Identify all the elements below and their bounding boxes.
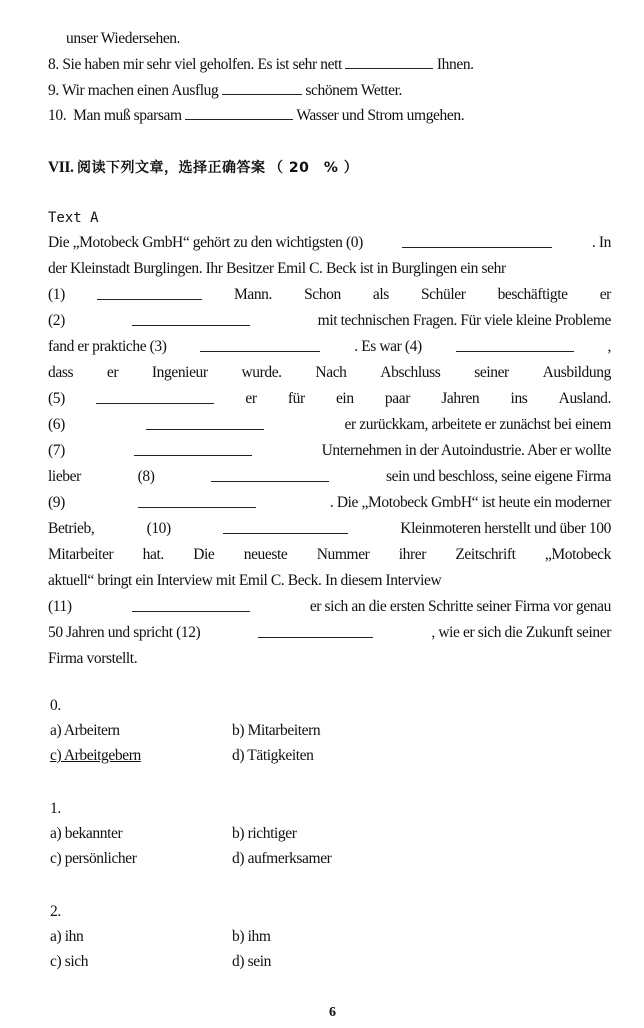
passage-text: lieber <box>48 468 81 485</box>
answer-option[interactable]: b) ihm <box>232 928 271 945</box>
answer-option[interactable]: d) sein <box>232 953 271 970</box>
passage-text: Schüler <box>420 286 466 303</box>
passage-line <box>48 494 611 512</box>
passage-text: Schon <box>304 286 341 303</box>
item-text-before: Sie haben mir sehr viel geholfen. Es ist sehr nett <box>62 56 342 73</box>
passage-text: der Kleinstadt Burglingen. Ihr Besitzer Emil C. Beck ist in Burglingen ein sehr <box>48 260 506 277</box>
answer-blank[interactable] <box>96 390 214 404</box>
passage-text: neueste <box>243 546 288 563</box>
item-text-after: Ihnen. <box>436 56 474 73</box>
passage-text: mit technischen Fragen. Für viele kleine Probleme <box>317 312 611 329</box>
passage-text: . Es war (4) <box>354 338 422 355</box>
passage-line <box>48 338 611 356</box>
passage-line <box>48 598 611 616</box>
passage-text: er <box>245 390 257 407</box>
passage-text: . In <box>591 234 611 251</box>
answer-blank[interactable] <box>97 286 202 300</box>
passage-text: dass <box>48 364 74 381</box>
passage-text: hat. <box>142 546 164 563</box>
passage-text: wurde. <box>241 364 282 381</box>
answer-option[interactable]: c) Arbeitgebern <box>50 747 141 764</box>
question-number: 0. <box>50 697 61 714</box>
passage-line <box>48 260 611 278</box>
passage-text: . Die „Motobeck GmbH“ ist heute ein moderner <box>329 494 611 511</box>
passage-text: (8) <box>137 468 155 485</box>
passage-text: „Motobeck <box>544 546 611 563</box>
answer-blank[interactable] <box>211 468 329 482</box>
answer-blank[interactable] <box>132 598 250 612</box>
passage-text: Jahren <box>441 390 480 407</box>
passage-text: sein und beschloss, seine eigene Firma <box>385 468 611 485</box>
answer-option[interactable]: d) aufmerksamer <box>232 850 332 867</box>
passage-text: Kleinmoteren herstellt und über 100 <box>400 520 611 537</box>
passage-text: (6) <box>48 416 65 433</box>
passage-line <box>48 624 611 642</box>
passage-text: Ausland. <box>558 390 611 407</box>
passage-text: ihrer <box>398 546 427 563</box>
passage-text: Abschluss <box>380 364 441 381</box>
answer-option[interactable]: a) bekannter <box>50 825 123 842</box>
passage-text: Firma vorstellt. <box>48 650 138 667</box>
passage-text: (7) <box>48 442 65 459</box>
answer-option[interactable]: a) Arbeitern <box>50 722 120 739</box>
passage-text: für <box>287 390 305 407</box>
question-number: 1. <box>50 800 61 817</box>
passage-text: als <box>372 286 389 303</box>
exercise-item-8 <box>48 55 474 74</box>
passage-text: seiner <box>474 364 509 381</box>
passage-line <box>48 312 611 330</box>
answer-option[interactable]: b) richtiger <box>232 825 297 842</box>
answer-option[interactable]: c) sich <box>50 953 89 970</box>
passage-text: Die „Motobeck GmbH“ gehört zu den wichtigsten (0) <box>48 234 363 251</box>
section-title: 阅读下列文章，选择正确答案 <box>77 160 266 176</box>
passage-text: Betrieb, <box>48 520 95 537</box>
answer-option[interactable]: a) ihn <box>50 928 84 945</box>
passage-text: aktuell“ bringt ein Interview mit Emil C. Beck. In diesem Interview <box>48 572 442 589</box>
passage-text: paar <box>384 390 410 407</box>
passage-text: er <box>599 286 611 303</box>
passage-line <box>48 442 611 460</box>
item-text-after: Wasser und Strom umgehen. <box>296 107 465 124</box>
passage-text: Nach <box>315 364 347 381</box>
carry-over-line: unser Wiedersehen. <box>66 30 181 47</box>
passage-text: Ingenieur <box>151 364 208 381</box>
answer-blank[interactable] <box>223 520 348 534</box>
passage-text: Ausbildung <box>542 364 611 381</box>
passage-text: beschäftigte <box>497 286 568 303</box>
passage-text: Mann. <box>233 286 273 303</box>
passage-line <box>48 234 611 252</box>
answer-blank[interactable] <box>402 234 552 248</box>
section-heading <box>48 157 358 177</box>
passage-text: er sich an die ersten Schritte seiner Firma vor genau <box>309 598 611 615</box>
passage-text: (10) <box>146 520 171 537</box>
question-number: 2. <box>50 903 61 920</box>
answer-option[interactable]: d) Tätigkeiten <box>232 747 314 764</box>
passage-text: (1) <box>48 286 65 303</box>
answer-blank[interactable] <box>138 494 256 508</box>
passage-text: (2) <box>48 312 65 329</box>
item-text-before: Wir machen einen Ausflug <box>62 82 219 99</box>
item-number: 8. <box>48 56 59 73</box>
answer-blank[interactable] <box>185 106 293 120</box>
answer-option[interactable]: c) persönlicher <box>50 850 137 867</box>
text-label: Text A <box>48 210 99 226</box>
passage-text: Zeitschrift <box>455 546 516 563</box>
passage-text: Die <box>193 546 215 563</box>
item-text-before: Man muß sparsam <box>73 107 182 124</box>
answer-blank[interactable] <box>132 312 250 326</box>
answer-blank[interactable] <box>134 442 252 456</box>
passage-text: er <box>106 364 119 381</box>
passage-line <box>48 520 611 538</box>
answer-blank[interactable] <box>345 55 433 69</box>
passage-line <box>48 364 611 382</box>
section-score: （ 20 % ） <box>269 160 359 176</box>
passage-line <box>48 286 611 304</box>
passage-text: Nummer <box>316 546 370 563</box>
passage-line <box>48 546 611 564</box>
passage-text: (11) <box>48 598 72 615</box>
passage-text: Mitarbeiter <box>48 546 114 563</box>
passage-line <box>48 572 611 590</box>
item-number: 10. <box>48 107 67 124</box>
answer-option[interactable]: b) Mitarbeitern <box>232 722 321 739</box>
passage-line <box>48 650 611 668</box>
passage-line <box>48 416 611 434</box>
passage-text: ein <box>335 390 354 407</box>
answer-blank[interactable] <box>146 416 264 430</box>
passage-text: er zurückkam, arbeitete er zunächst bei einem <box>344 416 611 433</box>
passage-text: 50 Jahren und spricht (12) <box>48 624 201 641</box>
passage-text: Unternehmen in der Autoindustrie. Aber er wollte <box>321 442 611 459</box>
answer-blank[interactable] <box>258 624 373 638</box>
answer-blank[interactable] <box>222 81 302 95</box>
answer-blank[interactable] <box>200 338 320 352</box>
passage-line <box>48 468 611 486</box>
passage-text: , wie er sich die Zukunft seiner <box>431 624 611 641</box>
page-number: 6 <box>329 1005 336 1020</box>
passage-line <box>48 390 611 408</box>
section-roman: VII. <box>48 159 74 176</box>
passage-text: (5) <box>48 390 65 407</box>
passage-text: , <box>607 338 611 355</box>
passage-text: ins <box>510 390 528 407</box>
exercise-item-10 <box>48 106 464 125</box>
passage-text: (9) <box>48 494 65 511</box>
exercise-item-9 <box>48 81 402 100</box>
passage-text: fand er praktiche (3) <box>48 338 167 355</box>
answer-blank[interactable] <box>456 338 574 352</box>
item-text-after: schönem Wetter. <box>305 82 402 99</box>
item-number: 9. <box>48 82 59 99</box>
